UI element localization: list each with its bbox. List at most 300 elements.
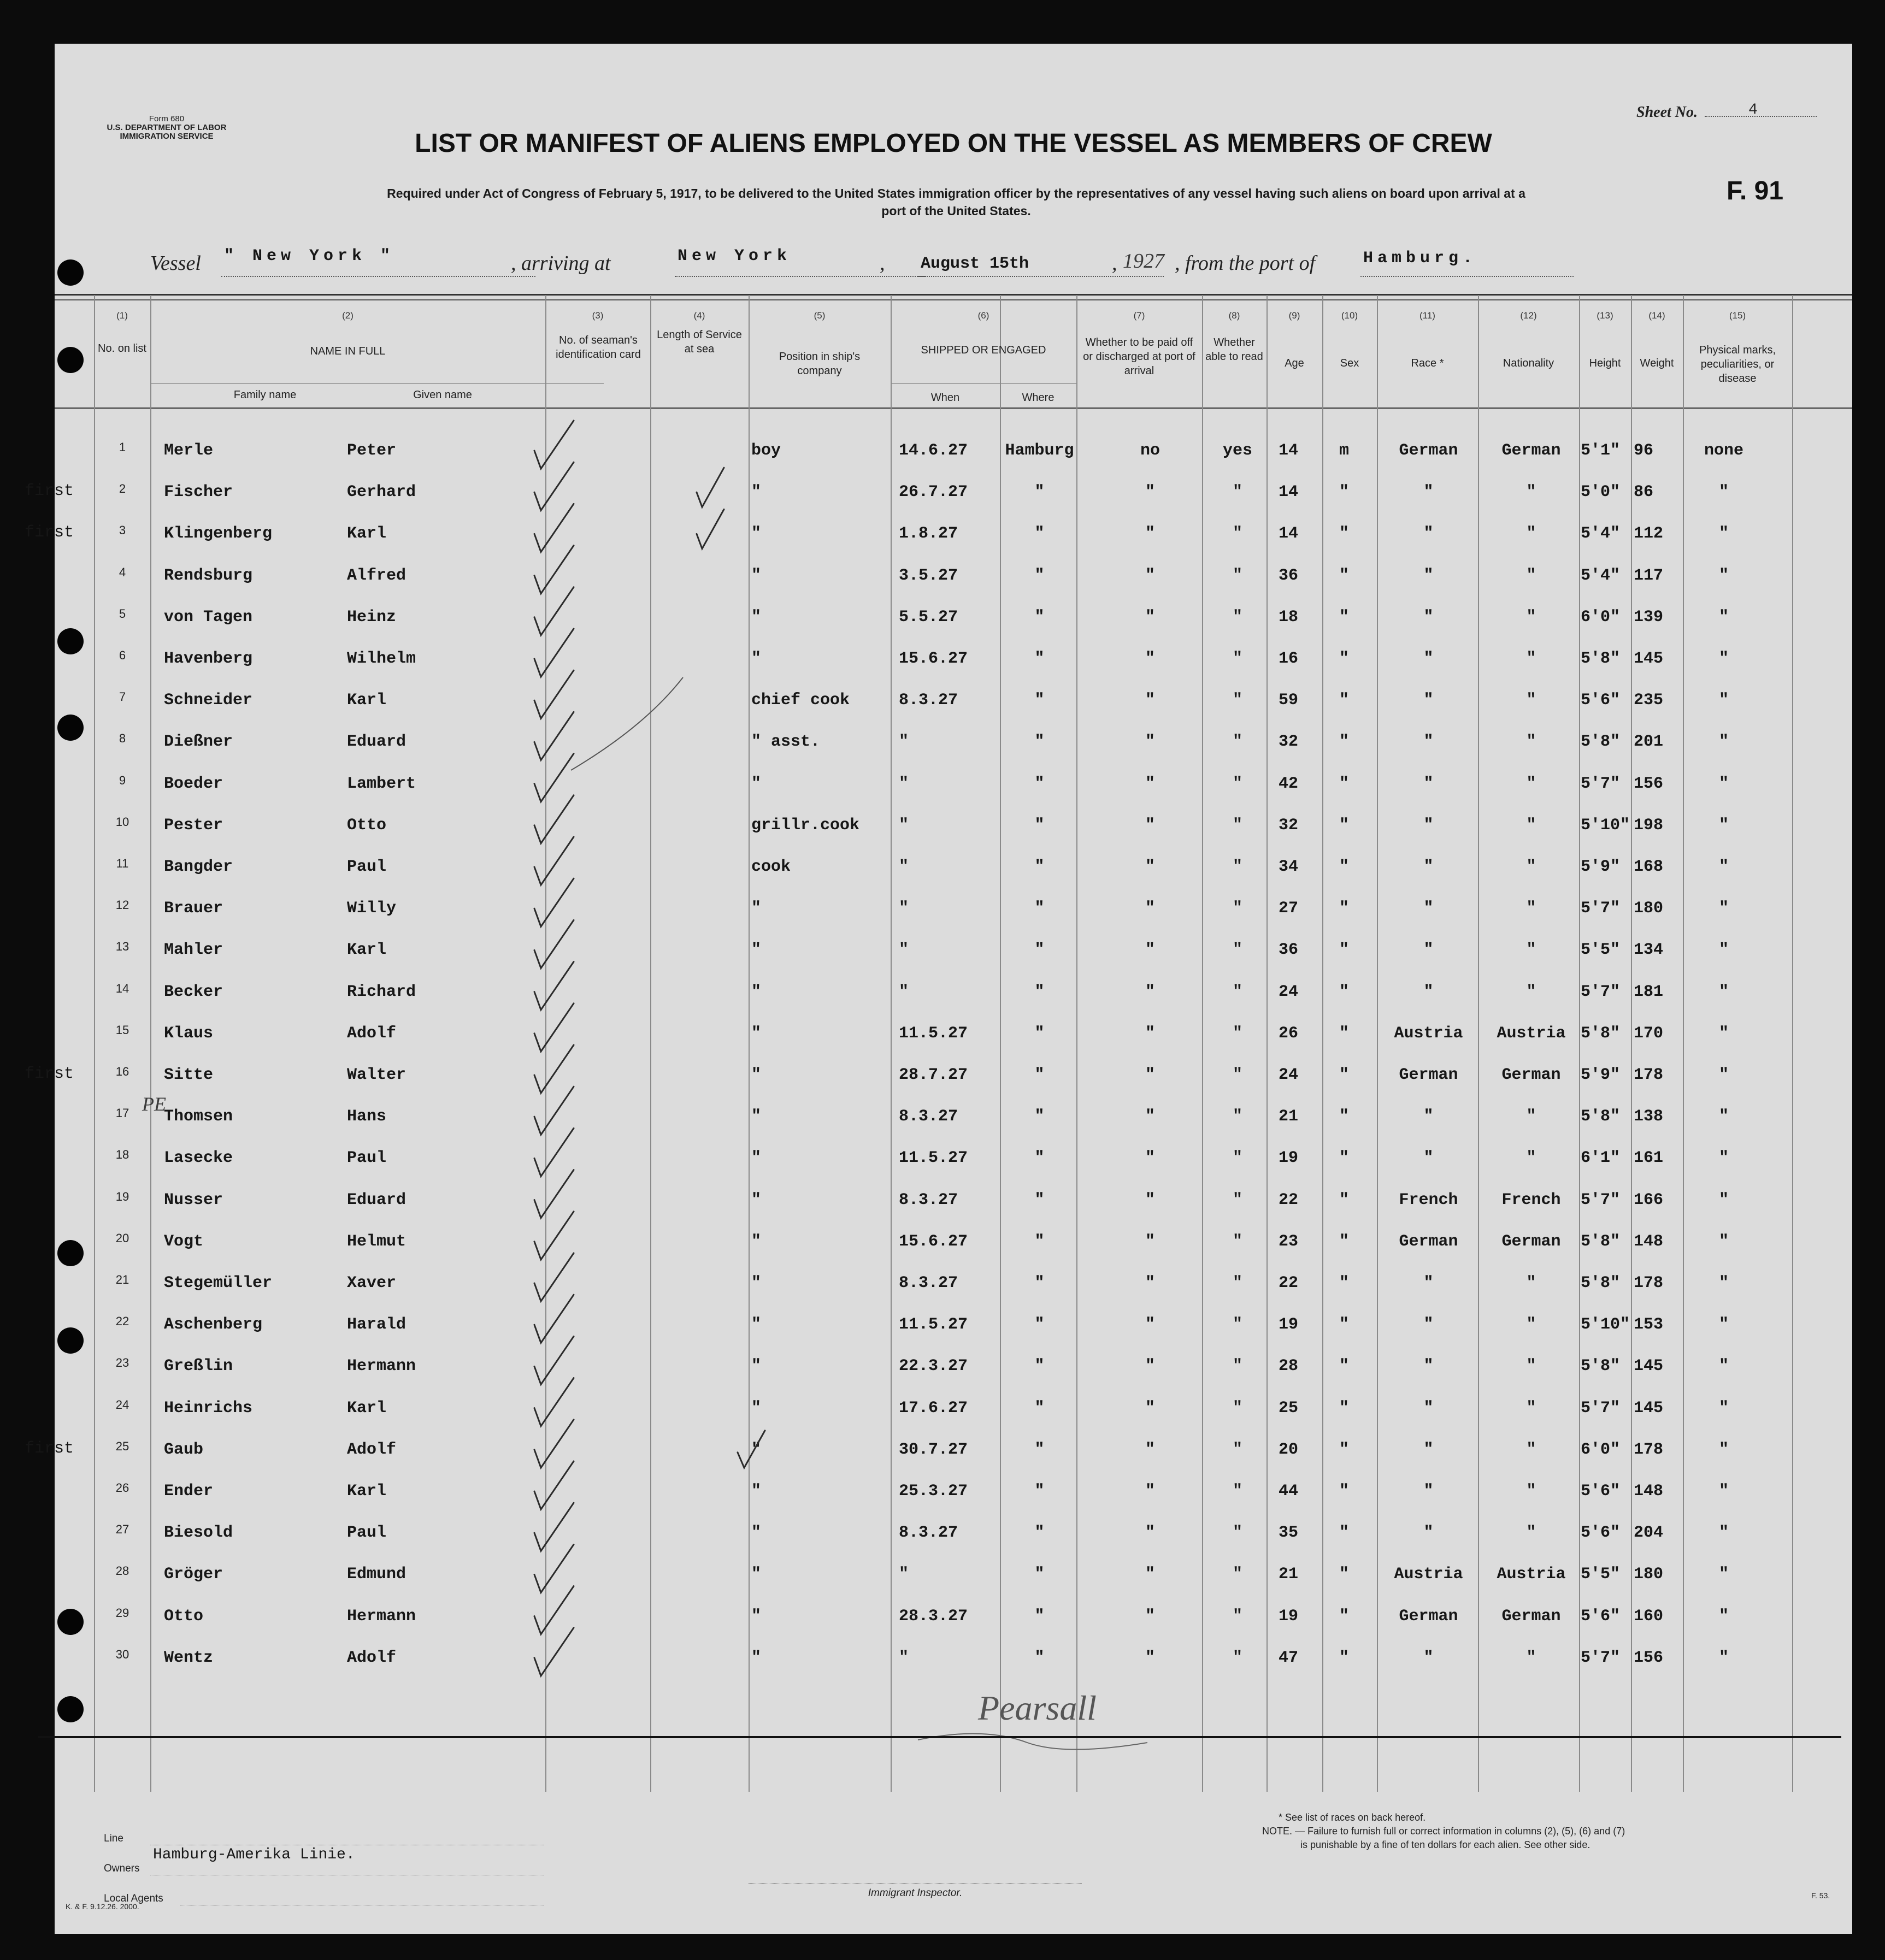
cell-when: 25.3.27	[899, 1482, 968, 1501]
cell-read: "	[1232, 1024, 1242, 1043]
cell-given: Lambert	[347, 774, 416, 793]
cell-given: Harald	[347, 1315, 407, 1335]
form-number: Form 680	[149, 114, 185, 123]
cell-sex: "	[1339, 1648, 1349, 1667]
cell-race: German	[1399, 1066, 1458, 1084]
cell-where: "	[1034, 1524, 1045, 1543]
cell-weight: 170	[1634, 1024, 1664, 1043]
cell-where: "	[1034, 1648, 1045, 1667]
check-mark	[534, 1461, 574, 1509]
cell-race: "	[1423, 1482, 1434, 1501]
cell-nat: German	[1501, 1607, 1561, 1626]
cell-race: "	[1423, 774, 1434, 793]
cell-position: grillr.cook	[751, 816, 860, 835]
cell-given: Wilhelm	[347, 650, 416, 668]
cell-paid: "	[1145, 1565, 1155, 1584]
cell-weight: 180	[1634, 1565, 1664, 1584]
cell-height: 5'8"	[1581, 1107, 1621, 1126]
cell-family: Vogt	[164, 1232, 204, 1251]
check-marks-overlay	[55, 44, 1852, 1934]
col-number: (9)	[1288, 310, 1300, 321]
row-number: 21	[115, 1273, 129, 1286]
row-number: 12	[115, 898, 129, 912]
cell-given: Hermann	[347, 1607, 416, 1626]
cell-sex: m	[1339, 441, 1349, 460]
cell-height: 5'8"	[1581, 1357, 1621, 1376]
cell-given: Hermann	[347, 1357, 416, 1376]
cell-paid: "	[1145, 1607, 1155, 1626]
cell-marks: "	[1718, 650, 1729, 668]
cell-height: 6'0"	[1581, 607, 1621, 627]
cell-position: "	[751, 650, 762, 668]
cell-where: "	[1034, 1066, 1045, 1084]
cell-marks: "	[1718, 1066, 1729, 1084]
margin-note: first	[25, 482, 74, 501]
cell-marks: "	[1718, 1274, 1729, 1292]
cell-position: "	[751, 566, 762, 585]
cell-sex: "	[1339, 607, 1349, 627]
cell-family: Brauer	[164, 899, 223, 918]
row-number: 7	[119, 690, 126, 704]
cell-height: 5'4"	[1581, 524, 1621, 544]
col-number: (10)	[1341, 310, 1358, 321]
cell-read: "	[1232, 1232, 1242, 1251]
cell-where: "	[1034, 733, 1045, 752]
cell-marks: "	[1718, 1524, 1729, 1543]
cell-marks: "	[1718, 1607, 1729, 1626]
cell-height: 5'0"	[1581, 483, 1621, 502]
cell-marks: "	[1718, 1357, 1729, 1376]
cell-given: Paul	[347, 1524, 387, 1543]
check-mark	[534, 1544, 574, 1592]
cell-height: 5'7"	[1581, 1648, 1621, 1667]
penalty-note-1: NOTE. — Failure to furnish full or correct information in columns (2), (5), (6) and (7)	[1262, 1826, 1625, 1837]
cell-race: "	[1423, 691, 1434, 710]
cell-where: "	[1034, 1440, 1045, 1459]
cell-age: 22	[1279, 1190, 1299, 1209]
cell-sex: "	[1339, 1024, 1349, 1043]
cell-weight: 112	[1634, 524, 1664, 544]
row-number: 14	[115, 981, 129, 995]
cell-family: Wentz	[164, 1648, 214, 1667]
cell-sex: "	[1339, 1149, 1349, 1168]
cell-when: 30.7.27	[899, 1440, 968, 1459]
cell-sex: "	[1339, 1315, 1349, 1335]
cell-height: 5'7"	[1581, 982, 1621, 1001]
check-mark	[534, 1212, 574, 1260]
cell-sex: "	[1339, 1440, 1349, 1459]
cell-position: "	[751, 1024, 762, 1043]
cell-when: 3.5.27	[899, 566, 958, 585]
cell-family: Heinrichs	[164, 1398, 253, 1418]
cell-where: "	[1034, 1107, 1045, 1126]
cell-where: "	[1034, 1607, 1045, 1626]
cell-marks: "	[1718, 1648, 1729, 1667]
row-number: 28	[115, 1564, 129, 1578]
cell-sex: "	[1339, 1190, 1349, 1209]
cell-when: "	[899, 1565, 909, 1584]
cell-where: "	[1034, 941, 1045, 960]
cell-where: "	[1034, 1398, 1045, 1418]
cell-given: Richard	[347, 982, 416, 1001]
check-mark	[534, 1378, 574, 1426]
cell-nat: "	[1526, 774, 1536, 793]
cell-age: 27	[1279, 899, 1299, 918]
cell-race: German	[1399, 441, 1458, 460]
cell-read: "	[1232, 733, 1242, 752]
cell-read: "	[1232, 1357, 1242, 1376]
cell-given: Karl	[347, 1398, 387, 1418]
col-number: (14)	[1648, 310, 1665, 321]
cell-weight: 168	[1634, 858, 1664, 876]
cell-weight: 138	[1634, 1107, 1664, 1126]
margin-initials: PE	[142, 1093, 166, 1115]
from-port-label: , from the port of	[1175, 252, 1316, 275]
cell-age: 28	[1279, 1357, 1299, 1376]
cell-sex: "	[1339, 733, 1349, 752]
cell-age: 14	[1279, 483, 1299, 502]
check-mark	[534, 878, 574, 926]
arrival-port: New York	[678, 247, 792, 265]
cell-height: 6'0"	[1581, 1440, 1621, 1459]
cell-race: "	[1423, 1398, 1434, 1418]
cell-paid: "	[1145, 733, 1155, 752]
cell-weight: 178	[1634, 1440, 1664, 1459]
check-mark	[534, 1045, 574, 1093]
cell-weight: 86	[1634, 483, 1654, 502]
cell-paid: "	[1145, 1274, 1155, 1292]
cell-when: "	[899, 774, 909, 793]
col-number: (2)	[342, 310, 354, 321]
cell-family: Biesold	[164, 1524, 233, 1543]
cell-height: 5'5"	[1581, 941, 1621, 960]
cell-read: "	[1232, 1440, 1242, 1459]
cell-age: 32	[1279, 733, 1299, 752]
cell-sex: "	[1339, 1357, 1349, 1376]
cell-position: "	[751, 941, 762, 960]
cell-nat: "	[1526, 858, 1536, 876]
cell-where: "	[1034, 691, 1045, 710]
cell-weight: 161	[1634, 1149, 1664, 1168]
cell-read: "	[1232, 941, 1242, 960]
cell-weight: 148	[1634, 1232, 1664, 1251]
col-number: (12)	[1520, 310, 1537, 321]
row-number: 2	[119, 482, 126, 496]
cell-read: "	[1232, 524, 1242, 544]
cell-family: Pester	[164, 816, 223, 835]
check-mark	[697, 509, 724, 548]
cell-race: "	[1423, 1648, 1434, 1667]
cell-sex: "	[1339, 982, 1349, 1001]
cell-family: von Tagen	[164, 607, 253, 627]
cell-read: "	[1232, 858, 1242, 876]
cell-paid: "	[1145, 607, 1155, 627]
col-number: (4)	[693, 310, 705, 321]
row-number: 9	[119, 773, 126, 787]
cell-when: 15.6.27	[899, 650, 968, 668]
cell-read: "	[1232, 1315, 1242, 1335]
agents-label: Local Agents	[104, 1893, 163, 1904]
cell-family: Sitte	[164, 1066, 214, 1084]
cell-given: Karl	[347, 1482, 387, 1501]
cell-when: 14.6.27	[899, 441, 968, 460]
cell-weight: 156	[1634, 774, 1664, 793]
cell-weight: 201	[1634, 733, 1664, 752]
cell-marks: "	[1718, 1232, 1729, 1251]
check-mark	[534, 1628, 574, 1676]
row-number: 11	[116, 857, 129, 870]
cell-marks: "	[1718, 566, 1729, 585]
col-number: (8)	[1228, 310, 1240, 321]
col-number: (11)	[1419, 310, 1435, 321]
cell-read: "	[1232, 1398, 1242, 1418]
cell-weight: 180	[1634, 899, 1664, 918]
cell-read: "	[1232, 1107, 1242, 1126]
cell-family: Aschenberg	[164, 1315, 263, 1335]
sheet-number-value: 4	[1748, 102, 1758, 119]
cell-paid: "	[1145, 1024, 1155, 1043]
col-number: (13)	[1597, 310, 1613, 321]
cell-height: 5'7"	[1581, 1190, 1621, 1209]
cell-paid: "	[1145, 566, 1155, 585]
cell-marks: "	[1718, 691, 1729, 710]
sheet-number-label: Sheet No.	[1636, 104, 1698, 121]
cell-marks: "	[1718, 524, 1729, 544]
stamp-code: F. 91	[1727, 176, 1784, 205]
cell-read: "	[1232, 899, 1242, 918]
cell-when: 5.5.27	[899, 607, 958, 627]
cell-marks: none	[1704, 441, 1743, 460]
cell-position: "	[751, 1149, 762, 1168]
cell-height: 5'9"	[1581, 858, 1621, 876]
cell-age: 14	[1279, 524, 1299, 544]
col-number: (6)	[977, 310, 989, 321]
cell-given: Xaver	[347, 1274, 397, 1292]
cell-paid: "	[1145, 1066, 1155, 1084]
row-number: 17	[115, 1106, 129, 1120]
cell-read: "	[1232, 483, 1242, 502]
cell-when: 8.3.27	[899, 691, 958, 710]
cell-sex: "	[1339, 566, 1349, 585]
cell-nat: Austria	[1497, 1024, 1566, 1043]
cell-race: "	[1423, 1524, 1434, 1543]
cell-given: Paul	[347, 1149, 387, 1168]
cell-given: Edmund	[347, 1565, 407, 1584]
cell-nat: Austria	[1497, 1565, 1566, 1584]
cell-position: "	[751, 1565, 762, 1584]
cell-height: 5'1"	[1581, 441, 1621, 460]
cell-sex: "	[1339, 816, 1349, 835]
cell-paid: "	[1145, 1648, 1155, 1667]
check-mark	[534, 462, 574, 510]
cell-read: "	[1232, 1190, 1242, 1209]
cell-where: "	[1034, 1232, 1045, 1251]
cell-race: Austria	[1394, 1024, 1463, 1043]
cell-race: "	[1423, 1357, 1434, 1376]
check-mark	[534, 1295, 574, 1343]
cell-given: Walter	[347, 1066, 407, 1084]
cell-when: 1.8.27	[899, 524, 958, 544]
cell-nat: "	[1526, 524, 1536, 544]
cell-age: 16	[1279, 650, 1299, 668]
cell-read: "	[1232, 1524, 1242, 1543]
check-mark	[534, 1087, 574, 1135]
cell-nat: "	[1526, 1648, 1536, 1667]
cell-paid: "	[1145, 691, 1155, 710]
margin-note: first	[25, 1439, 74, 1458]
cell-where: "	[1034, 650, 1045, 668]
cell-race: "	[1423, 650, 1434, 668]
cell-sex: "	[1339, 691, 1349, 710]
cell-family: Mahler	[164, 941, 223, 960]
cell-weight: 145	[1634, 1398, 1664, 1418]
header-weight: Weight	[1640, 357, 1674, 369]
cell-read: "	[1232, 691, 1242, 710]
header-where: Where	[1022, 392, 1055, 404]
cell-family: Havenberg	[164, 650, 253, 668]
check-mark	[534, 1336, 574, 1384]
cell-when: "	[899, 733, 909, 752]
line-label: Line	[104, 1833, 123, 1844]
cell-given: Alfred	[347, 566, 407, 585]
cell-where: "	[1034, 982, 1045, 1001]
cell-position: "	[751, 1398, 762, 1418]
cell-sex: "	[1339, 1232, 1349, 1251]
cell-race: "	[1423, 1440, 1434, 1459]
col-number: (1)	[116, 310, 128, 321]
cell-nat: "	[1526, 691, 1536, 710]
cell-read: "	[1232, 1607, 1242, 1626]
cell-when: "	[899, 858, 909, 876]
cell-position: "	[751, 1607, 762, 1626]
cell-race: "	[1423, 899, 1434, 918]
cell-paid: "	[1145, 941, 1155, 960]
cell-position: "	[751, 774, 762, 793]
check-mark	[534, 629, 574, 677]
printer-code: K. & F. 9.12.26. 2000.	[66, 1902, 139, 1911]
cell-where: "	[1034, 1315, 1045, 1335]
header-length-service: Length of Service at sea	[657, 329, 742, 355]
cell-race: "	[1423, 858, 1434, 876]
cell-height: 5'8"	[1581, 733, 1621, 752]
cell-given: Karl	[347, 524, 387, 544]
cell-height: 5'6"	[1581, 1524, 1621, 1543]
cell-where: "	[1034, 1024, 1045, 1043]
cell-nat: "	[1526, 1482, 1536, 1501]
header-no-on-list: No. on list	[98, 343, 146, 355]
cell-race: "	[1423, 483, 1434, 502]
row-number: 29	[115, 1605, 129, 1620]
cell-family: Fischer	[164, 483, 233, 502]
row-number: 16	[115, 1065, 129, 1078]
cell-where: "	[1034, 816, 1045, 835]
cell-when: 15.6.27	[899, 1232, 968, 1251]
cell-marks: "	[1718, 1482, 1729, 1501]
cell-marks: "	[1718, 982, 1729, 1001]
cell-sex: "	[1339, 650, 1349, 668]
inspector-signature: Pearsall	[978, 1689, 1097, 1727]
header-able-to-read: Whether able to read	[1205, 336, 1263, 363]
cell-when: 8.3.27	[899, 1274, 958, 1292]
cell-when: "	[899, 1648, 909, 1667]
cell-nat: German	[1501, 1066, 1561, 1084]
cell-when: 26.7.27	[899, 483, 968, 502]
cell-race: Austria	[1394, 1565, 1463, 1584]
check-mark	[534, 670, 574, 718]
cell-nat: "	[1526, 941, 1536, 960]
race-note: * See list of races on back hereof.	[1279, 1812, 1426, 1823]
cell-height: 6'1"	[1581, 1149, 1621, 1168]
cell-weight: 198	[1634, 816, 1664, 835]
cell-where: "	[1034, 524, 1045, 544]
cell-read: "	[1232, 650, 1242, 668]
cell-paid: "	[1145, 650, 1155, 668]
margin-note: first	[25, 1065, 74, 1083]
arrival-date: August 15th	[921, 255, 1029, 273]
cell-sex: "	[1339, 524, 1349, 544]
cell-paid: "	[1145, 1524, 1155, 1543]
header-age: Age	[1285, 357, 1304, 369]
cell-height: 5'5"	[1581, 1565, 1621, 1584]
cell-weight: 178	[1634, 1066, 1664, 1084]
cell-position: "	[751, 607, 762, 627]
header-shipped: SHIPPED OR ENGAGED	[921, 344, 1046, 356]
cell-height: 5'6"	[1581, 691, 1621, 710]
cell-given: Karl	[347, 691, 387, 710]
cell-age: 19	[1279, 1315, 1299, 1335]
cell-race: French	[1399, 1190, 1458, 1209]
cell-position: "	[751, 1066, 762, 1084]
cell-given: Peter	[347, 441, 397, 460]
check-mark	[534, 1586, 574, 1634]
cell-paid: "	[1145, 1107, 1155, 1126]
cell-family: Merle	[164, 441, 214, 460]
cell-marks: "	[1718, 1315, 1729, 1335]
cell-family: Schneider	[164, 691, 253, 710]
cell-age: 21	[1279, 1565, 1299, 1584]
cell-given: Eduard	[347, 1190, 407, 1209]
check-mark	[534, 1420, 574, 1468]
cell-where: "	[1034, 1274, 1045, 1292]
cell-position: "	[751, 899, 762, 918]
cell-when: "	[899, 982, 909, 1001]
cell-given: Adolf	[347, 1440, 397, 1459]
cell-marks: "	[1718, 1149, 1729, 1168]
cell-where: "	[1034, 483, 1045, 502]
cell-weight: 148	[1634, 1482, 1664, 1501]
cell-race: "	[1423, 816, 1434, 835]
cell-nat: "	[1526, 1440, 1536, 1459]
cell-marks: "	[1718, 899, 1729, 918]
cell-paid: "	[1145, 483, 1155, 502]
cell-position: "	[751, 1440, 762, 1459]
row-number: 6	[119, 648, 126, 662]
row-number: 13	[115, 940, 129, 954]
manifest-sheet	[25, 44, 1852, 1934]
cell-sex: "	[1339, 774, 1349, 793]
cell-family: Klaus	[164, 1024, 214, 1043]
cell-read: "	[1232, 607, 1242, 627]
col-number: (7)	[1133, 310, 1145, 321]
cell-marks: "	[1718, 774, 1729, 793]
cell-read: "	[1232, 1482, 1242, 1501]
cell-age: 19	[1279, 1607, 1299, 1626]
row-number: 22	[115, 1314, 129, 1329]
cell-height: 5'10"	[1581, 816, 1630, 835]
row-number: 8	[119, 731, 126, 746]
cell-age: 24	[1279, 982, 1299, 1001]
cell-when: 28.3.27	[899, 1607, 968, 1626]
